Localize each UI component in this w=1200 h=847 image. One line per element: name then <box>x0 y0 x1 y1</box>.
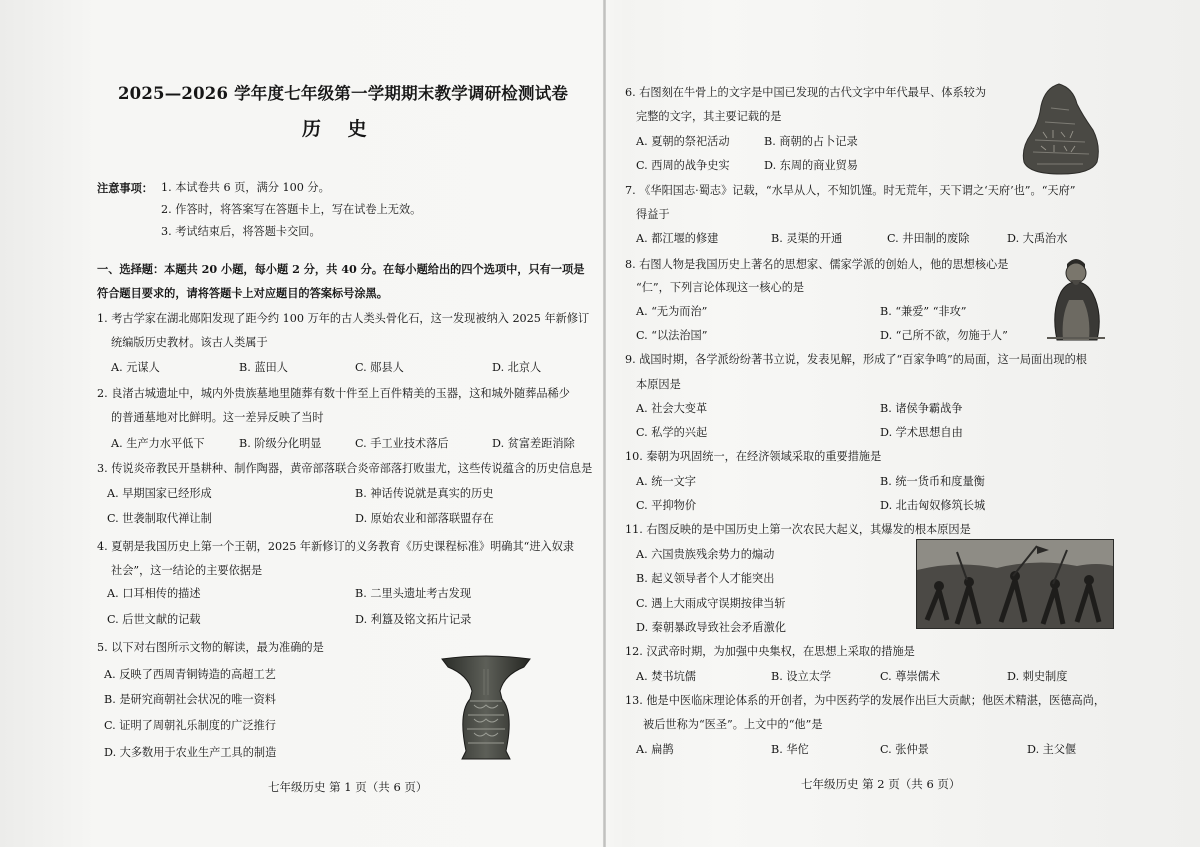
q6-stem-2: 完整的文字，其主要记载的是 <box>636 110 782 123</box>
bronze-zun-icon <box>440 655 532 761</box>
q7-stem-2: 得益于 <box>636 208 670 221</box>
q8-option-a[interactable]: A. “无为而治” <box>636 305 708 318</box>
q2-option-d[interactable]: D. 贫富差距消除 <box>492 437 575 450</box>
q3-option-a[interactable]: A. 早期国家已经形成 <box>107 487 212 500</box>
q5-option-b[interactable]: B. 是研究商朝社会状况的唯一资料 <box>104 693 276 706</box>
q13-stem-2: 被后世称为“医圣”。上文中的“他”是 <box>643 718 823 731</box>
q13-option-b[interactable]: B. 华佗 <box>771 743 809 756</box>
q7-option-c[interactable]: C. 井田制的废除 <box>887 232 970 245</box>
q7-option-b[interactable]: B. 灵渠的开通 <box>771 232 843 245</box>
q11-stem: 11. 右图反映的是中国历史上第一次农民大起义，其爆发的根本原因是 <box>625 523 971 536</box>
q5-option-d[interactable]: D. 大多数用于农业生产工具的制造 <box>104 746 277 759</box>
note-3: 3. 考试结束后，将答题卡交回。 <box>161 225 321 238</box>
q3-option-c[interactable]: C. 世袭制取代禅让制 <box>107 512 212 525</box>
q7-option-a[interactable]: A. 都江堰的修建 <box>636 232 719 245</box>
q6-option-c[interactable]: C. 西周的战争史实 <box>636 159 730 172</box>
q1-option-a[interactable]: A. 元谋人 <box>111 361 160 374</box>
q13-option-d[interactable]: D. 主父偃 <box>1027 743 1077 756</box>
q1-stem: 1. 考古学家在湖北郧阳发现了距今约 100 万年的古人类头骨化石，这一发现被纳入 2025 年新修订 <box>97 312 590 325</box>
q6-option-a[interactable]: A. 夏朝的祭祀活动 <box>636 135 730 148</box>
q12-option-a[interactable]: A. 焚书坑儒 <box>636 670 696 683</box>
oracle-bone-icon <box>1021 82 1101 176</box>
q7-option-d[interactable]: D. 大禹治水 <box>1007 232 1068 245</box>
q1-option-c[interactable]: C. 郧县人 <box>355 361 404 374</box>
q5-option-c[interactable]: C. 证明了周朝礼乐制度的广泛推行 <box>104 719 276 732</box>
q13-stem: 13. 他是中医临床理论体系的开创者，为中医药学的发展作出巨大贡献；他医术精湛，医德高尚， <box>625 694 1106 707</box>
q10-stem: 10. 秦朝为巩固统一，在经济领域采取的重要措施是 <box>625 450 882 463</box>
subject-title: 历 史 <box>302 118 377 140</box>
q8-option-c[interactable]: C. “以法治国” <box>636 329 708 342</box>
q6-option-d[interactable]: D. 东周的商业贸易 <box>764 159 858 172</box>
q9-option-d[interactable]: D. 学术思想自由 <box>880 426 963 439</box>
note-2: 2. 作答时，将答案写在答题卡上，写在试卷上无效。 <box>161 203 422 216</box>
peasant-uprising-painting-icon <box>916 539 1114 629</box>
q12-stem: 12. 汉武帝时期，为加强中央集权，在思想上采取的措施是 <box>625 645 915 658</box>
q10-option-d[interactable]: D. 北击匈奴修筑长城 <box>880 499 986 512</box>
q10-option-a[interactable]: A. 统一文字 <box>636 475 696 488</box>
q10-option-b[interactable]: B. 统一货币和度量衡 <box>880 475 985 488</box>
q4-option-d[interactable]: D. 利簋及铭文拓片记录 <box>355 613 472 626</box>
q2-option-c[interactable]: C. 手工业技术落后 <box>355 437 449 450</box>
q11-option-a[interactable]: A. 六国贵族残余势力的煽动 <box>636 548 775 561</box>
q9-stem-2: 本原因是 <box>636 378 681 391</box>
q9-option-b[interactable]: B. 诸侯争霸战争 <box>880 402 963 415</box>
q6-option-b[interactable]: B. 商朝的占卜记录 <box>764 135 858 148</box>
q1-option-d[interactable]: D. 北京人 <box>492 361 542 374</box>
q4-option-b[interactable]: B. 二里头遗址考古发现 <box>355 587 472 600</box>
q8-option-b[interactable]: B. “兼爱” “非攻” <box>880 305 967 318</box>
q12-option-b[interactable]: B. 设立太学 <box>771 670 832 683</box>
q2-stem: 2. 良渚古城遗址中，城内外贵族墓地里随葬有数十件至上百件精美的玉器，这和城外随葬品稀少 <box>97 387 570 400</box>
confucius-portrait-icon <box>1043 256 1109 342</box>
q2-option-a[interactable]: A. 生产力水平低下 <box>111 437 205 450</box>
q8-stem-2: “仁”，下列言论体现这一核心的是 <box>636 281 805 294</box>
q12-option-d[interactable]: D. 刺史制度 <box>1007 670 1068 683</box>
q9-option-c[interactable]: C. 私学的兴起 <box>636 426 708 439</box>
q5-option-a[interactable]: A. 反映了西周青铜铸造的高超工艺 <box>104 668 276 681</box>
q7-stem: 7. 《华阳国志·蜀志》记载，“水旱从人，不知饥馑。时无荒年，天下谓之‘天府’也”。“天府” <box>625 184 1076 197</box>
q11-option-b[interactable]: B. 起义领导者个人才能突出 <box>636 572 775 585</box>
q2-stem-2: 的普通墓地对比鲜明。这一差异反映了当时 <box>111 411 324 424</box>
q3-option-b[interactable]: B. 神话传说就是真实的历史 <box>355 487 494 500</box>
q9-stem: 9. 战国时期，各学派纷纷著书立说，发表见解，形成了“百家争鸣”的局面，这一局面出现的根 <box>625 353 1087 366</box>
note-1: 1. 本试卷共 6 页，满分 100 分。 <box>161 181 330 194</box>
q1-option-b[interactable]: B. 蓝田人 <box>239 361 288 374</box>
exam-title: 2025—2026 学年度七年级第一学期期末教学调研检测试卷 <box>118 84 569 103</box>
page-2-footer: 七年级历史 第 2 页（共 6 页） <box>801 777 961 791</box>
notes-label: 注意事项： <box>97 181 153 195</box>
q4-option-c[interactable]: C. 后世文献的记载 <box>107 613 201 626</box>
q8-stem: 8. 右图人物是我国历史上著名的思想家、儒家学派的创始人，他的思想核心是 <box>625 258 1009 271</box>
q4-stem-2: 社会”，这一结论的主要依据是 <box>111 564 263 577</box>
q13-option-c[interactable]: C. 张仲景 <box>880 743 929 756</box>
q3-option-d[interactable]: D. 原始农业和部落联盟存在 <box>355 512 494 525</box>
section-heading: 一、选择题：本题共 20 小题，每小题 2 分，共 40 分。在每小题给出的四个选项中，只有一项是 <box>97 262 585 276</box>
q12-option-c[interactable]: C. 尊崇儒术 <box>880 670 941 683</box>
q8-option-d[interactable]: D. “己所不欲，勿施于人” <box>880 329 1008 342</box>
q9-option-a[interactable]: A. 社会大变革 <box>636 402 708 415</box>
q11-option-c[interactable]: C. 遇上大雨成守误期按律当斩 <box>636 597 786 610</box>
q2-option-b[interactable]: B. 阶级分化明显 <box>239 437 322 450</box>
q10-option-c[interactable]: C. 平抑物价 <box>636 499 697 512</box>
q5-stem: 5. 以下对右图所示文物的解读，最为准确的是 <box>97 641 324 654</box>
page-2 <box>605 0 1200 847</box>
q4-stem: 4. 夏朝是我国历史上第一个王朝，2025 年新修订的义务教育《历史课程标准》明确其“进入奴隶 <box>97 540 575 553</box>
q4-option-a[interactable]: A. 口耳相传的描述 <box>107 587 201 600</box>
q3-stem: 3. 传说炎帝教民开垦耕种、制作陶器，黄帝部落联合炎帝部落打败蚩尤，这些传说蕴含的历史信息是 <box>97 462 593 475</box>
section-heading-2: 符合题目要求的，请将答题卡上对应题目的答案标号涂黑。 <box>97 286 388 300</box>
q1-stem-2: 统编版历史教材。该古人类属于 <box>111 336 268 349</box>
q6-stem: 6. 右图刻在牛骨上的文字是中国已发现的古代文字中年代最早、体系较为 <box>625 86 987 99</box>
page-1-footer: 七年级历史 第 1 页（共 6 页） <box>268 780 428 794</box>
q13-option-a[interactable]: A. 扁鹊 <box>636 743 674 756</box>
q11-option-d[interactable]: D. 秦朝暴政导致社会矛盾激化 <box>636 621 786 634</box>
